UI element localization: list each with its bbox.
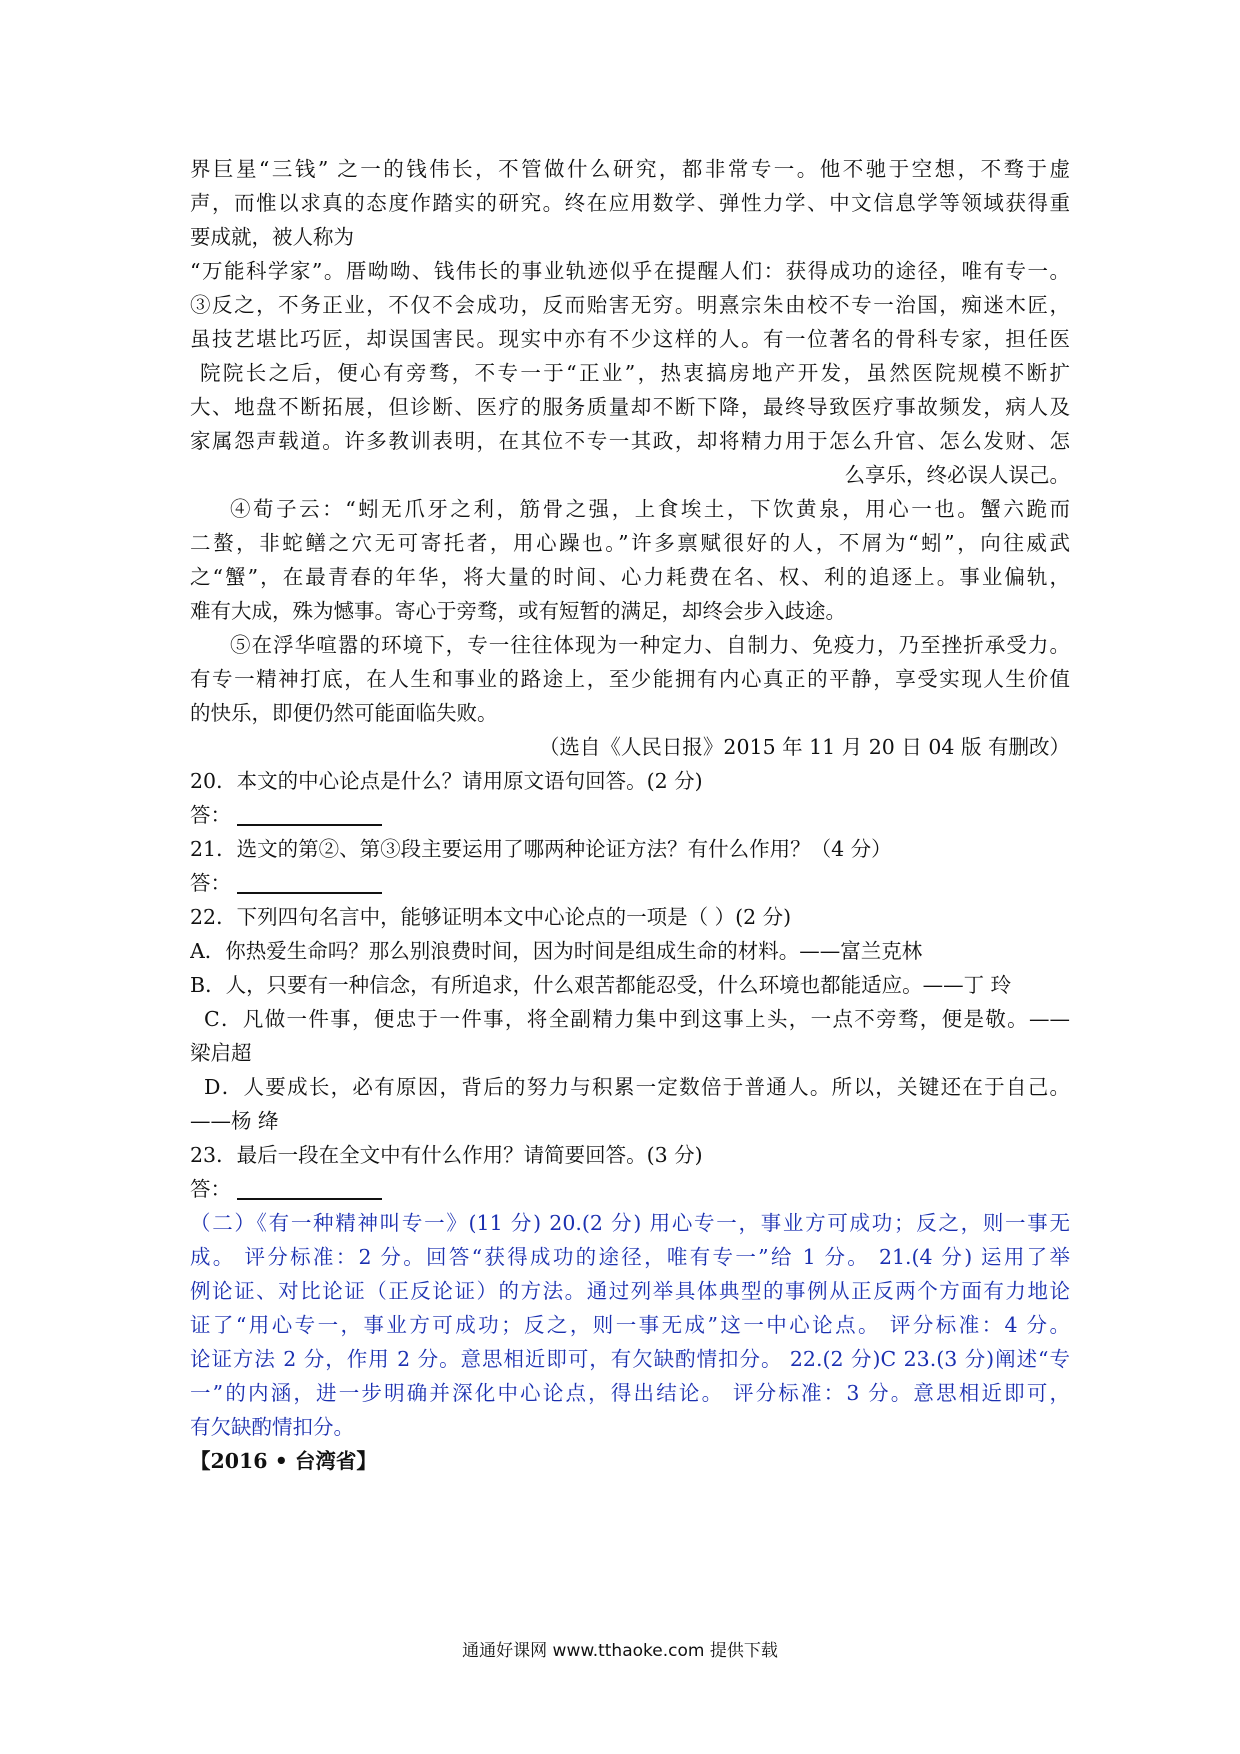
question-23: 23．最后一段在全文中有什么作用？请简要回答。(3 分): [190, 1143, 703, 1167]
passage-line: 的快乐，即便仍然可能面临失败。: [190, 701, 498, 725]
passage-line: “万能科学家”。厝呦呦、钱伟长的事业轨迹似乎在提醒人们：获得成功的途径，唯有专一。: [190, 259, 1070, 283]
answer-key-line: 论证方法 2 分，作用 2 分。意思相近即可，有欠缺酌情扣分。 22.(2 分)C 23.(3 分)阐述“专: [190, 1347, 1070, 1371]
passage-line: 之“蟹”，在最青春的年华，将大量的时间、心力耗费在名、权、利的追逐上。事业偏轨，: [190, 565, 1070, 589]
answer-key-line: （二）《有一种精神叫专一》(11 分) 20.(2 分) 用心专一，事业方可成功；反之，则一事无: [190, 1211, 1070, 1235]
passage-line: 家属怨声载道。许多教训表明，在其位不专一其政，却将精力用于怎么升官、怎么发财、怎: [190, 429, 1070, 453]
answer-key: [190, 1206, 1070, 1444]
source-citation: （选自《人民日报》2015 年 11 月 20 日 04 版 有删改）: [538, 735, 1070, 759]
answer-blank[interactable]: [237, 870, 382, 894]
option-d: D．人要成长，必有原因，背后的努力与积累一定数倍于普通人。所以，关键还在于自己。: [204, 1075, 1070, 1099]
option-d-continued: ——杨 绛: [190, 1109, 279, 1133]
answer-label: 答：: [190, 871, 231, 895]
answer-line-20: [190, 798, 1070, 832]
answer-blank[interactable]: [237, 1176, 382, 1200]
answer-line-21: [190, 866, 1070, 900]
answer-label: 答：: [190, 1177, 231, 1201]
question-20: 20．本文的中心论点是什么？请用原文语句回答。(2 分): [190, 769, 703, 793]
answer-key-line: 例论证、对比论证（正反论证）的方法。通过列举具体典型的事例从正反两个方面有力地论: [190, 1279, 1070, 1303]
answer-key-line: 一”的内涵，进一步明确并深化中心论点，得出结论。 评分标准：3 分。意思相近即可，: [190, 1381, 1070, 1405]
passage-line: 么享乐，终必误人误己。: [844, 463, 1070, 487]
passage-line: 界巨星“三钱” 之一的钱伟长，不管做什么研究，都非常专一。他不驰于空想，不骛于虚: [190, 157, 1070, 181]
passage-line: 院院长之后，便心有旁骛，不专一于“正业”，热衷搞房地产开发，虽然医院规模不断扩: [200, 361, 1070, 385]
passage-line: ③反之，不务正业，不仅不会成功，反而贻害无穷。明熹宗朱由校不专一治国，痴迷木匠，: [190, 293, 1070, 317]
passage-line: 难有大成，殊为憾事。寄心于旁骛，或有短暂的满足，却终会步入歧途。: [190, 599, 846, 623]
answer-key-line: 证了“用心专一，事业方可成功；反之，则一事无成”这一中心论点。 评分标准：4 分。: [190, 1313, 1070, 1337]
option-c-continued: 梁启超: [190, 1041, 252, 1065]
passage-line: 要成就，被人称为: [190, 225, 354, 249]
answer-label: 答：: [190, 803, 231, 827]
option-a: A．你热爱生命吗？那么别浪费时间，因为时间是组成生命的材料。——富兰克林: [190, 939, 923, 963]
passage-line: 声，而惟以求真的态度作踏实的研究。终在应用数学、弹性力学、中文信息学等领域获得重: [190, 191, 1070, 215]
answer-blank[interactable]: [237, 802, 382, 826]
question-21: 21．选文的第②、第③段主要运用了哪两种论证方法？有什么作用？（4 分）: [190, 837, 892, 861]
answer-line-23: [190, 1172, 1070, 1206]
question-22: 22．下列四句名言中，能够证明本文中心论点的一项是（ ）(2 分): [190, 905, 792, 929]
passage-line: ④荀子云：“蚓无爪牙之利，筋骨之强，上食埃土，下饮黄泉，用心一也。蟹六跪而: [230, 497, 1070, 521]
passage-line: 有专一精神打底，在人生和事业的路途上，至少能拥有内心真正的平静，享受实现人生价值: [190, 667, 1070, 691]
document-body: [190, 152, 1070, 1478]
option-c: C．凡做一件事，便忠于一件事，将全副精力集中到这事上头，一点不旁骛，便是敬。——: [204, 1007, 1070, 1031]
passage-line: 虽技艺堪比巧匠，却误国害民。现实中亦有不少这样的人。有一位著名的骨科专家，担任医: [190, 327, 1070, 351]
answer-key-line: 有欠缺酌情扣分。: [190, 1415, 354, 1439]
section-heading: 【2016 • 台湾省】: [190, 1449, 377, 1473]
passage-line: 二螯，非蛇鳝之穴无可寄托者，用心躁也。”许多禀赋很好的人，不屑为“蚓”，向往威武: [190, 531, 1070, 555]
answer-key-line: 成。 评分标准：2 分。回答“获得成功的途径，唯有专一”给 1 分。 21.(4 分) 运用了举: [190, 1245, 1070, 1269]
page-footer: 通通好课网 www.tthaoke.com 提供下载: [462, 1641, 778, 1661]
passage-line: ⑤在浮华喧嚣的环境下，专一往往体现为一种定力、自制力、免疫力，乃至挫折承受力。: [230, 633, 1070, 657]
passage-line: 大、地盘不断拓展，但诊断、医疗的服务质量却不断下降，最终导致医疗事故频发，病人及: [190, 395, 1070, 419]
option-b: B．人，只要有一种信念，有所追求，什么艰苦都能忍受，什么环境也都能适应。——丁 玲: [190, 973, 1012, 997]
